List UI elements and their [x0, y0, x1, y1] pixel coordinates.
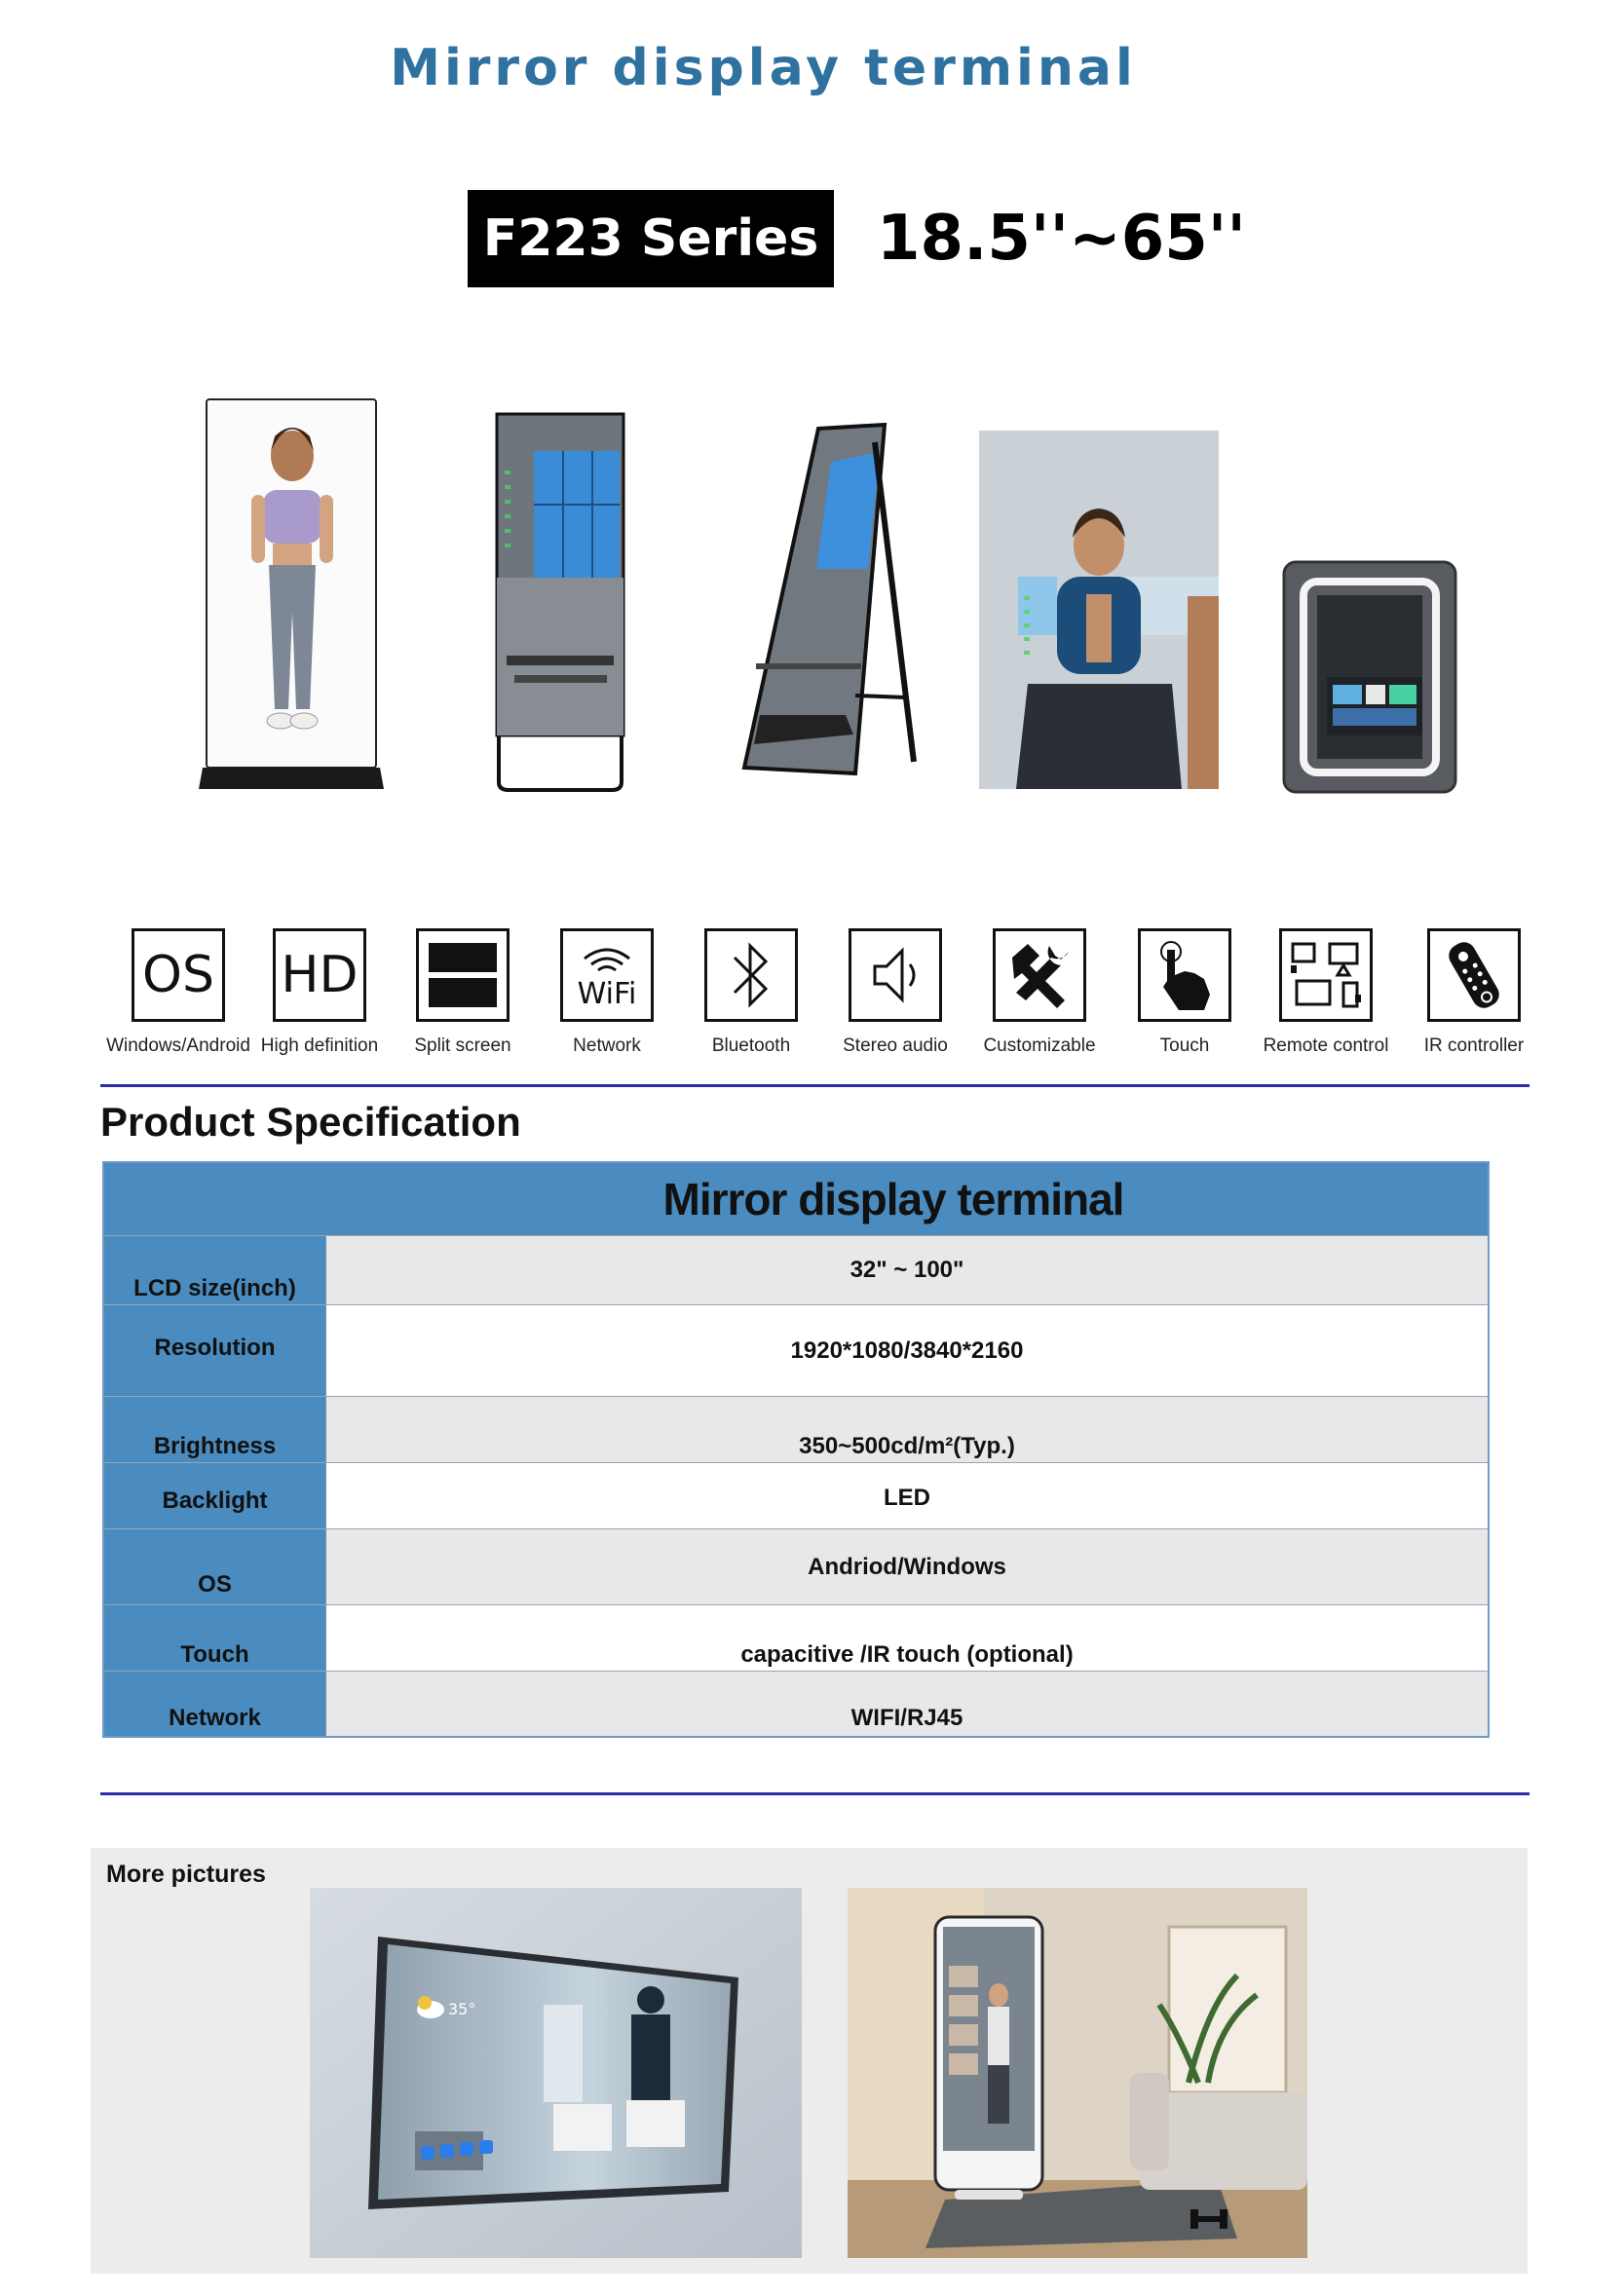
- section-divider: [100, 1792, 1530, 1795]
- size-range: 18.5''~65'': [877, 203, 1246, 275]
- series-badge: F223 Series: [468, 190, 834, 287]
- product-image-bathroom-mirror: [1282, 560, 1457, 794]
- hd-icon: [273, 928, 366, 1022]
- spec-label: Backlight: [104, 1463, 326, 1528]
- spec-label: LCD size(inch): [104, 1236, 326, 1304]
- feature-remote-control: [1253, 928, 1399, 1057]
- spec-label: Network: [104, 1672, 326, 1736]
- page-title: Mirror display terminal: [390, 39, 1137, 97]
- bluetooth-icon: [704, 928, 798, 1022]
- section-divider: [100, 1084, 1530, 1087]
- feature-bluetooth: [678, 928, 824, 1057]
- tools-icon: [993, 928, 1086, 1022]
- feature-touch: [1112, 928, 1258, 1057]
- feature-ir-controller: [1401, 928, 1547, 1057]
- feature-label: Remote control: [1263, 1035, 1389, 1056]
- feature-split-screen: [390, 928, 536, 1057]
- spec-value: 1920*1080/3840*2160: [790, 1336, 1024, 1364]
- ir-remote-icon: [1427, 928, 1521, 1022]
- spec-value: 350~500cd/m²(Typ.): [326, 1397, 1488, 1462]
- photo-wall-mirror: [310, 1888, 802, 2258]
- feature-label: IR controller: [1423, 1035, 1525, 1056]
- feature-label: Customizable: [983, 1035, 1096, 1056]
- split-screen-icon: [416, 928, 510, 1022]
- more-pictures-section: [91, 1848, 1528, 2274]
- feature-label: Touch: [1159, 1035, 1210, 1056]
- speaker-icon: [849, 928, 942, 1022]
- weather-temp: 35°: [448, 2000, 476, 2018]
- table-row: [104, 1604, 1488, 1671]
- product-image-smart-mirror-fitness: [979, 431, 1219, 789]
- spec-value: WIFI/RJ45: [326, 1672, 1488, 1736]
- more-pictures-label: More pictures: [106, 1861, 266, 1888]
- feature-label: Windows/Android: [106, 1035, 250, 1056]
- table-row: [104, 1235, 1488, 1304]
- table-row: [104, 1304, 1488, 1396]
- feature-os: [105, 928, 251, 1057]
- spec-label: Brightness: [104, 1397, 326, 1462]
- spec-label: Resolution: [104, 1305, 326, 1396]
- product-image-easel-mirror: [738, 423, 924, 788]
- os-icon-text: OS: [142, 946, 214, 1004]
- table-row: [104, 1396, 1488, 1462]
- table-row: [104, 1528, 1488, 1604]
- product-image-mirror-stand-gym: [495, 412, 625, 794]
- spec-value: capacitive /IR touch (optional): [740, 1641, 1074, 1668]
- hd-icon-text: HD: [281, 946, 359, 1004]
- feature-label: Stereo audio: [843, 1035, 948, 1056]
- feature-stereo-audio: [822, 928, 968, 1057]
- spec-value: Andriod/Windows: [326, 1529, 1488, 1604]
- touch-hand-icon: [1138, 928, 1231, 1022]
- spec-table-title: Mirror display terminal: [104, 1163, 1488, 1235]
- feature-label: High definition: [260, 1035, 379, 1056]
- product-image-floor-stand-woman: [195, 397, 390, 797]
- os-icon: [132, 928, 225, 1022]
- table-row: [104, 1671, 1488, 1736]
- spec-table: [102, 1161, 1490, 1738]
- feature-hd: [246, 928, 393, 1057]
- spec-value: 32" ~ 100": [326, 1236, 1488, 1304]
- spec-label: OS: [104, 1529, 326, 1604]
- table-row: [104, 1462, 1488, 1528]
- feature-network: [534, 928, 680, 1057]
- feature-label: Split screen: [414, 1035, 511, 1056]
- feature-label: Bluetooth: [711, 1035, 791, 1056]
- feature-label: Network: [573, 1035, 641, 1056]
- spec-heading: Product Specification: [100, 1099, 521, 1145]
- wifi-icon: [560, 928, 654, 1022]
- spec-label: Touch: [104, 1605, 326, 1671]
- photo-floor-mirror-living-room: [848, 1888, 1307, 2258]
- feature-customizable: [966, 928, 1113, 1057]
- spec-value: LED: [884, 1485, 930, 1511]
- wifi-icon-text: WiFi: [577, 977, 637, 1011]
- remote-control-icon: [1279, 928, 1373, 1022]
